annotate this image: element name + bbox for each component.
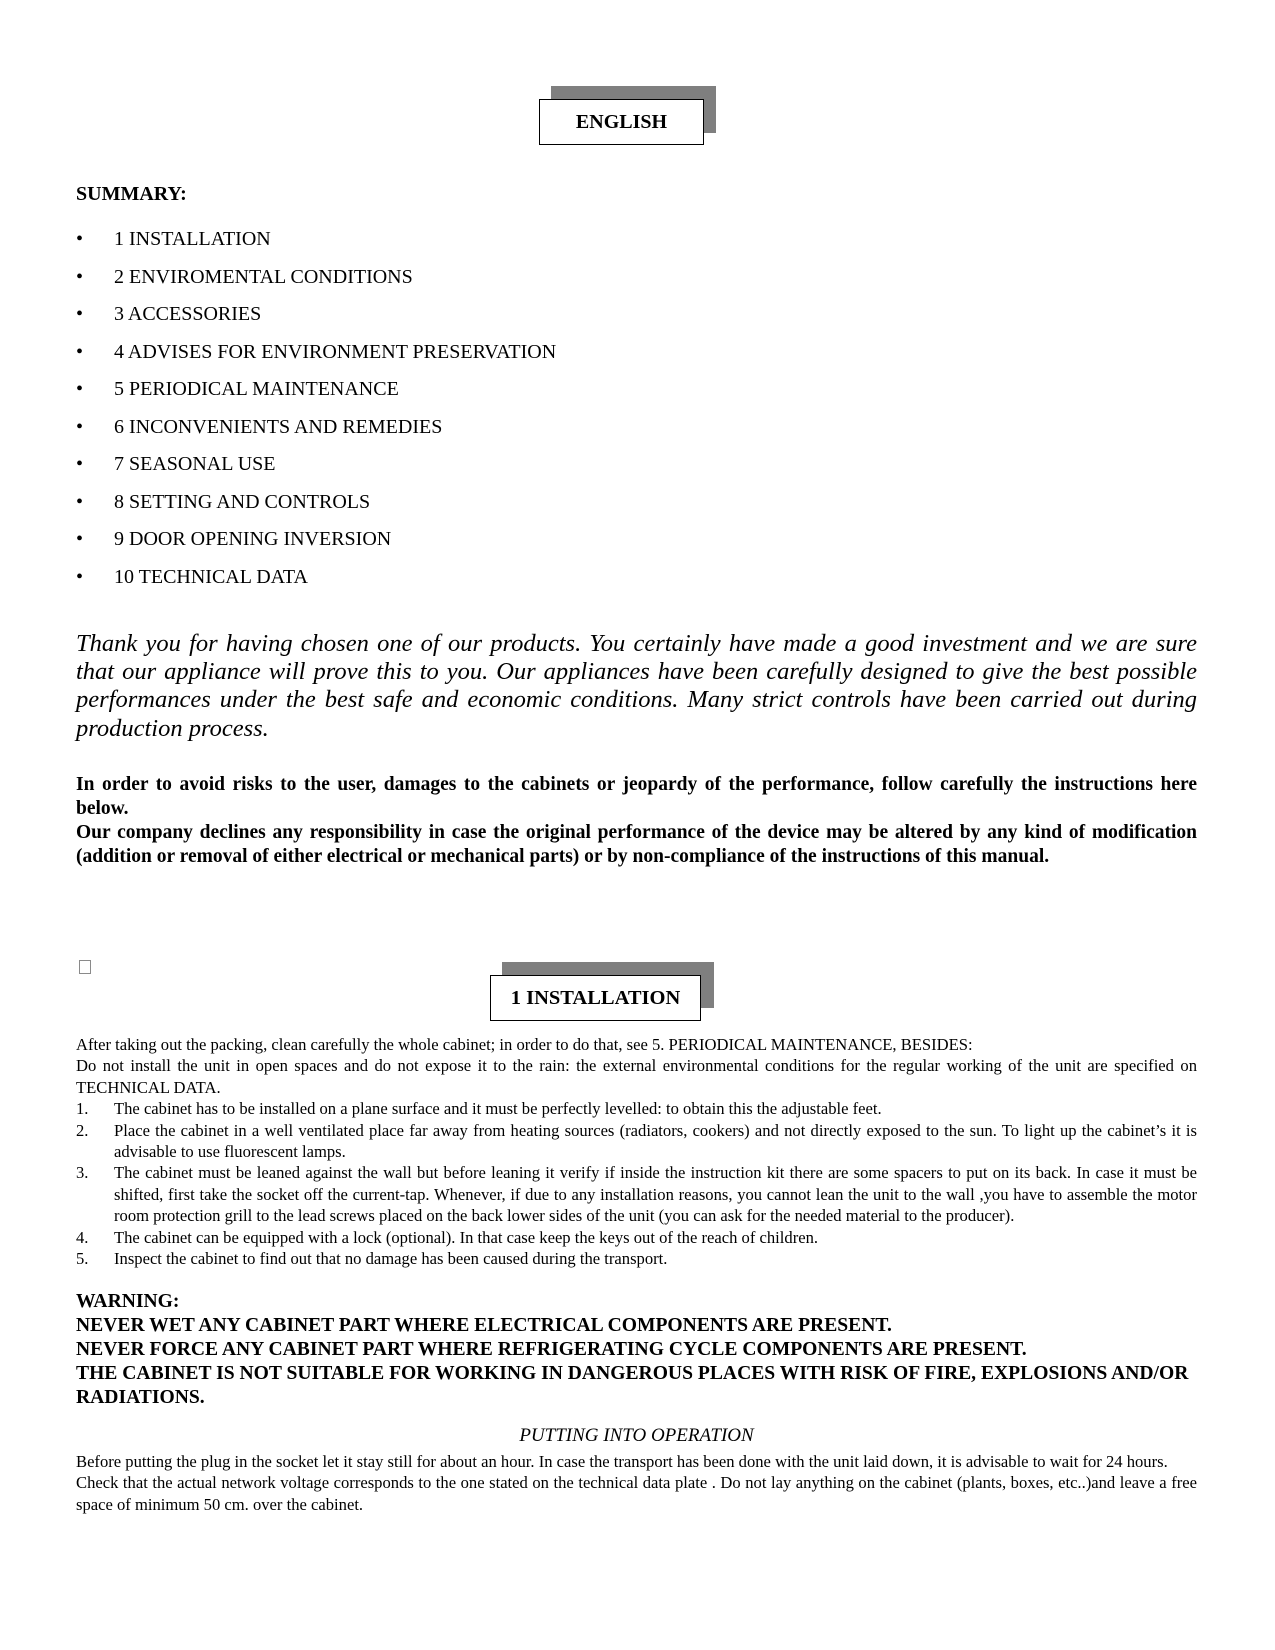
warning-line: THE CABINET IS NOT SUITABLE FOR WORKING IN DANGEROUS PLACES WITH RISK OF FIRE, EXPLOSIONS AND/OR RADIATIONS.: [76, 1363, 1189, 1408]
bullet: •: [76, 565, 84, 588]
summary-item-label: 5 PERIODICAL MAINTENANCE: [114, 378, 399, 400]
notice-paragraph: In order to avoid risks to the user, damages to the cabinets or jeopardy of the performance, follow carefully the instructions here below.: [76, 774, 1197, 819]
step-number: 2.: [76, 1120, 89, 1140]
installation-step: [76, 1248, 1197, 1269]
bullet: •: [76, 303, 84, 325]
summary-item-label: 10 TECHNICAL DATA: [114, 565, 308, 588]
summary-item-label: 6 INCONVENIENTS AND REMEDIES: [114, 415, 443, 438]
summary-item-label: 7 SEASONAL USE: [114, 453, 276, 475]
installation-step: [76, 1162, 1197, 1226]
notice-block: [76, 773, 1197, 869]
summary-item: [76, 416, 556, 454]
warning-line: NEVER FORCE ANY CABINET PART WHERE REFRIGERATING CYCLE COMPONENTS ARE PRESENT.: [76, 1339, 1027, 1360]
installation-paragraph: Do not install the unit in open spaces and do not expose it to the rain: the external environmental conditions for the regular working of the unit are specified on TECHNICAL DATA.: [76, 1056, 1197, 1097]
checkbox-icon: [79, 960, 91, 974]
installation-step: [76, 1098, 1197, 1119]
summary-item: [76, 453, 556, 491]
operation-paragraph: Check that the actual network voltage corresponds to the one stated on the technical data plate . Do not lay anything on the cabinet (plants, boxes, etc..)and leave a free space of minimum 50 cm. over the cabinet.: [76, 1473, 1197, 1514]
step-text: Inspect the cabinet to find out that no damage has been caused during the transport.: [114, 1249, 668, 1269]
summary-item: [76, 341, 556, 379]
warning-title: WARNING:: [76, 1291, 180, 1312]
installation-step: [76, 1120, 1197, 1163]
bullet: •: [76, 528, 84, 550]
summary-item-label: 8 SETTING AND CONTROLS: [114, 490, 371, 513]
summary-title: SUMMARY:: [76, 183, 187, 205]
installation-body: [76, 1034, 1197, 1269]
bullet: •: [76, 228, 84, 250]
summary-item-label: 4 ADVISES FOR ENVIRONMENT PRESERVATION: [114, 340, 557, 363]
intro-paragraph: Thank you for having chosen one of our products. You certainly have made a good investment and we are sure that our appliance will prove this to you. Our appliances have been carefully designed to give the best possible performances under the best safe and economic conditions. Many strict controls have been carried out during production process.: [76, 630, 1197, 742]
summary-item-label: 2 ENVIROMENTAL CONDITIONS: [114, 265, 413, 288]
summary-item: [76, 228, 556, 266]
summary-item-label: 3 ACCESSORIES: [114, 303, 262, 325]
summary-item: [76, 303, 556, 341]
bullet: •: [76, 378, 84, 400]
notice-paragraph: Our company declines any responsibility in case the original performance of the device may be altered by any kind of modification (addition or removal of either electrical or mechanical parts) or by non-compliance of the instructions of this manual.: [76, 822, 1197, 867]
step-number: 5.: [76, 1249, 89, 1269]
bullet: •: [76, 490, 84, 513]
bullet: •: [76, 453, 84, 475]
step-number: 4.: [76, 1227, 89, 1247]
installation-warning: [76, 1290, 1197, 1410]
summary-item: [76, 491, 556, 529]
bullet: •: [76, 265, 84, 288]
installation-header-label: 1 INSTALLATION: [490, 975, 701, 1021]
language-header-label: ENGLISH: [539, 99, 704, 145]
bullet: •: [76, 340, 84, 363]
summary-item: [76, 528, 556, 566]
step-number: 1.: [76, 1099, 89, 1119]
operation-title: PUTTING INTO OPERATION: [519, 1425, 754, 1446]
summary-item: [76, 378, 556, 416]
warning-line: NEVER WET ANY CABINET PART WHERE ELECTRICAL COMPONENTS ARE PRESENT.: [76, 1315, 892, 1336]
step-text: The cabinet must be leaned against the wall but before leaning it verify if inside the instruction kit there are some spacers to put on its back. In case it must be shifted, first take the socket off the current-tap. Whenever, if due to any installation reasons, you cannot lean the unit to the wall ,you have to assemble the motor room protection grill to the lead screws placed on the back lower sides of the unit (you can ask for the needed material to the producer).: [114, 1163, 1197, 1226]
summary-item-label: 9 DOOR OPENING INVERSION: [114, 528, 392, 550]
installation-steps: [76, 1098, 1197, 1269]
step-number: 3.: [76, 1163, 89, 1183]
step-text: The cabinet has to be installed on a plane surface and it must be perfectly levelled: to obtain this the adjustable feet.: [114, 1099, 882, 1119]
bullet: •: [76, 415, 84, 438]
summary-list: [76, 228, 556, 603]
step-text: The cabinet can be equipped with a lock (optional). In that case keep the keys out of the reach of children.: [114, 1227, 819, 1247]
summary-item: [76, 566, 556, 604]
operation-body: [76, 1451, 1197, 1515]
operation-paragraph: Before putting the plug in the socket let it stay still for about an hour. In case the transport has been done with the unit laid down, it is advisable to wait for 24 hours.: [76, 1452, 1168, 1471]
step-text: Place the cabinet in a well ventilated place far away from heating sources (radiators, cookers) and not directly exposed to the sun. To light up the cabinet’s it is advisable to use fluorescent lamps.: [114, 1120, 1197, 1162]
summary-item-label: 1 INSTALLATION: [114, 228, 271, 250]
summary-item: [76, 266, 556, 304]
installation-paragraph: After taking out the packing, clean carefully the whole cabinet; in order to do that, see 5. PERIODICAL MAINTENANCE, BESIDES:: [76, 1035, 973, 1054]
installation-step: [76, 1227, 1197, 1248]
